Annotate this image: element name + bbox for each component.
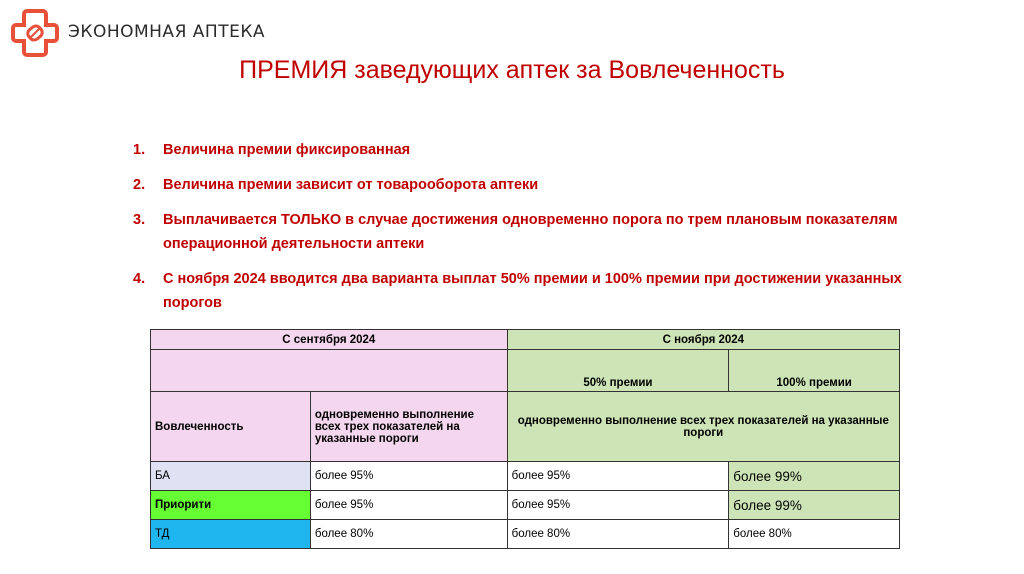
item-text: Выплачивается ТОЛЬКО в случае достижения одновременно порога по трем плановым показателям операционной деятельности аптеки: [163, 212, 898, 252]
cell-p50: более 95%: [507, 491, 729, 520]
cell-p50: более 80%: [507, 520, 729, 549]
item-number: 4.: [133, 271, 146, 287]
table-row: [151, 392, 900, 462]
item-text: Величина премии фиксированная: [163, 142, 411, 158]
cell-p100: более 80%: [729, 520, 900, 549]
engagement-label: Вовлеченность: [151, 392, 311, 462]
cell-sep: более 95%: [310, 491, 507, 520]
item-number: 3.: [133, 212, 146, 228]
september-condition: одновременно выполнение всех трех показателей на указанные пороги: [310, 392, 507, 462]
item-number: 1.: [133, 142, 146, 158]
cell-p100: более 99%: [729, 491, 900, 520]
header-september: С сентября 2024: [151, 330, 508, 350]
table-row: [151, 350, 900, 392]
table-row: [151, 462, 900, 491]
table-row: [151, 520, 900, 549]
conditions-list: [133, 138, 963, 326]
pharmacy-cross-logo-icon: [10, 8, 60, 58]
row-label-priority: Приорити: [151, 491, 311, 520]
table-row: [151, 491, 900, 520]
list-item: [133, 208, 963, 256]
item-number: 2.: [133, 177, 146, 193]
table-row: [151, 330, 900, 350]
cell-sep: более 80%: [310, 520, 507, 549]
row-label-ba: БА: [151, 462, 311, 491]
bonus-table: [150, 329, 900, 549]
list-item: [133, 173, 963, 197]
item-text: С ноября 2024 вводится два варианта выплат 50% премии и 100% премии при достижении указанных порогов: [163, 271, 902, 311]
row-label-td: ТД: [151, 520, 311, 549]
item-text: Величина премии зависит от товарооборота аптеки: [163, 177, 539, 193]
page-title: ПРЕМИЯ заведующих аптек за Вовлеченность: [239, 56, 785, 84]
cell-p100: более 99%: [729, 462, 900, 491]
cell-p50: более 95%: [507, 462, 729, 491]
header-100-percent: 100% премии: [729, 350, 900, 392]
list-item: [133, 138, 963, 162]
november-condition: одновременно выполнение всех трех показателей на указанные пороги: [507, 392, 899, 462]
header-50-percent: 50% премии: [507, 350, 729, 392]
empty-cell: [151, 350, 508, 392]
list-item: [133, 267, 963, 315]
brand-name: ЭКОНОМНАЯ АПТЕКА: [68, 22, 266, 42]
cell-sep: более 95%: [310, 462, 507, 491]
header-november: С ноября 2024: [507, 330, 899, 350]
